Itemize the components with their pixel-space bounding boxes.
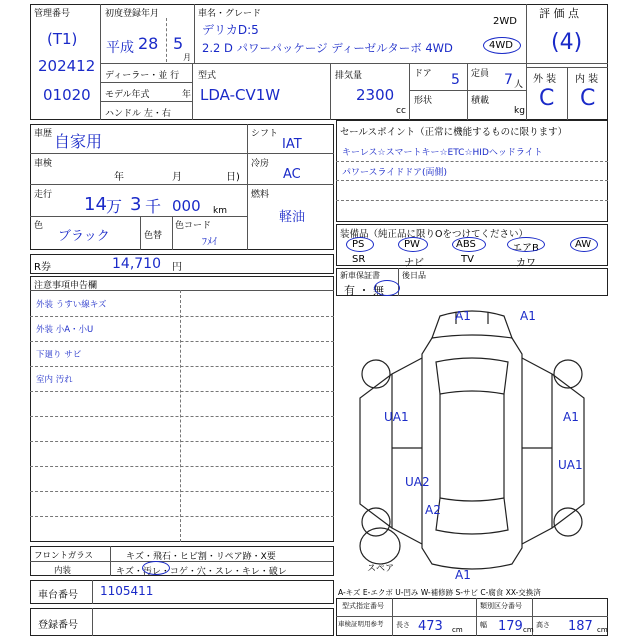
km-unit: km: [213, 206, 227, 216]
equip-aw: AW: [575, 239, 592, 250]
sen-unit: 千: [145, 197, 162, 216]
color-code: ﾌﾒｲ: [202, 237, 217, 248]
displacement: 2300: [356, 86, 395, 104]
type-label: 型式: [198, 71, 217, 81]
year-unit: 年: [182, 90, 192, 100]
front-glass-items: キズ・飛石・ヒビ割・リペア跡・X要: [126, 552, 276, 562]
length-value: 473: [418, 619, 443, 634]
airbag-circle: [507, 237, 545, 252]
damage-mark: A1: [455, 568, 471, 582]
front-glass-label: フロントガラス: [34, 551, 93, 561]
yen-unit: 円: [172, 262, 182, 273]
equip-navi: ナビ: [404, 258, 424, 269]
grade: 2.2 D パワーパッケージ ディーゼルターボ 4WD: [202, 41, 453, 55]
color-code-label: 色コード: [175, 221, 212, 231]
equip-tv: TV: [461, 254, 474, 265]
warranty-none-circle: [374, 280, 400, 296]
note-item: 外装 小A・小U: [36, 325, 94, 335]
person-unit: 人: [514, 80, 524, 90]
pw-circle: [398, 237, 428, 252]
int-grade: C: [580, 86, 596, 111]
reg-number-label: 登録番号: [38, 620, 78, 631]
damage-legend: A-キズ E-エクボ U-凹み W-補修跡 S-サビ C-腐食 XX-交換済: [338, 588, 541, 597]
mgmt-num1: 202412: [38, 57, 96, 75]
color-change-label: 色替: [144, 231, 163, 241]
mileage-sen: 3: [130, 194, 142, 215]
disp-label: 排気量: [335, 71, 363, 81]
ext-grade: C: [539, 86, 555, 111]
spec-number-label: 型式指定番号: [342, 602, 384, 610]
notes-label: 注意事項申告欄: [34, 281, 98, 291]
month-unit: 月: [183, 53, 191, 62]
damage-mark: A1: [563, 410, 579, 424]
damage-mark: UA1: [384, 410, 409, 424]
equip-airbag: エアB: [512, 243, 539, 254]
cc-unit: cc: [396, 106, 406, 116]
mgmt-label: 管理番号: [34, 9, 71, 19]
load-label: 積載: [471, 96, 490, 106]
equip-ps: PS: [352, 239, 365, 250]
mileage-man: 14: [84, 194, 107, 215]
aw-circle: [570, 237, 598, 252]
height-label: 高さ: [536, 621, 550, 629]
shift-label: シフト: [251, 129, 279, 139]
length-unit: cm: [452, 626, 463, 634]
drive-4wd: 4WD: [489, 40, 513, 51]
interior-items: キズ・汚レ・コゲ・穴・スレ・キレ・破レ: [116, 567, 287, 577]
score: (4): [551, 30, 583, 55]
drive-2wd: 2WD: [493, 16, 517, 27]
length-label: 長さ: [396, 621, 410, 629]
recycle-label: R券: [34, 262, 51, 273]
class-number-label: 類別区分番号: [480, 602, 522, 610]
width-unit: cm: [523, 626, 534, 634]
dealer-label: ディーラー・並 行: [105, 71, 180, 81]
fuel-label: 燃料: [251, 190, 270, 200]
kg-unit: kg: [514, 106, 525, 116]
chassis-label: 車台番号: [38, 590, 78, 601]
car-diagram: [336, 298, 608, 584]
chassis-number: 1105411: [100, 584, 154, 598]
interior-label: 内装: [54, 566, 72, 576]
equip-abs: ABS: [456, 239, 476, 250]
damage-mark: A1: [520, 309, 536, 323]
name-label: 車名・グレード: [198, 9, 262, 19]
door-label: ドア: [414, 69, 432, 79]
mileage-rest: 000: [172, 197, 201, 215]
abs-circle: [452, 237, 486, 252]
later-item-label: 後日品: [402, 271, 426, 280]
damage-mark: A1: [455, 309, 471, 323]
fuel-value: 軽油: [279, 210, 306, 225]
height-unit: cm: [597, 626, 608, 634]
note-item: 外装 うすい線キズ: [36, 300, 107, 310]
ac-label: 冷房: [251, 159, 270, 169]
era: 平成: [106, 40, 134, 56]
handle-label: ハンドル 左・右: [105, 109, 171, 119]
damage-mark: UA1: [558, 458, 583, 472]
reg-year: 28: [138, 34, 159, 53]
ac-value: AC: [283, 167, 301, 182]
equip-pw: PW: [404, 239, 420, 250]
car-name: デリカD:5: [202, 23, 259, 37]
sales-line1: キーレス☆スマートキー☆ETC☆HIDヘッドライト: [342, 148, 543, 158]
capacity: 7: [504, 72, 513, 88]
reg-month: 5: [173, 34, 184, 53]
damage-mark: UA2: [405, 475, 430, 489]
model-year-label: モデル年式: [105, 90, 150, 100]
width-label: 幅: [480, 621, 487, 629]
ps-circle: [346, 237, 374, 252]
shape-label: 形状: [414, 96, 433, 106]
recycle-row: [30, 254, 334, 274]
note-item: 室内 汚れ: [36, 375, 73, 385]
equip-sr: SR: [352, 254, 366, 265]
shift-value: IAT: [282, 137, 302, 152]
inspect-year: 年: [114, 172, 124, 183]
stain-circle: [142, 561, 170, 575]
mileage-label: 走行: [34, 190, 53, 200]
equip-leather: カワ: [516, 258, 536, 269]
sales-label: セールスポイント（正常に機能するものに限ります）: [340, 127, 568, 138]
inspect-label: 車検: [34, 159, 53, 169]
warranty-value: 有 ・ 無: [344, 284, 384, 297]
mgmt-num2: 01020: [43, 86, 91, 104]
int-label: 内 装: [575, 74, 599, 85]
sales-line2: パワースライドドア(両側): [342, 168, 448, 178]
recycle-value: 14,710: [112, 256, 161, 272]
man-unit: 万: [106, 197, 123, 216]
width-value: 179: [498, 619, 523, 634]
inspect-month: 月: [172, 172, 182, 183]
color-label: 色: [34, 221, 44, 231]
header-section: [30, 4, 608, 120]
use-value: 自家用: [54, 132, 103, 151]
damage-mark: A2: [425, 503, 441, 517]
equip-label: 装備品（純正品に限りOをつけてください）: [340, 229, 528, 240]
cap-label: 定員: [471, 69, 490, 79]
spare-label: スペア: [367, 564, 395, 574]
mgmt-code: (T1): [47, 30, 78, 48]
ext-label: 外 装: [533, 74, 557, 85]
note-item: 下廻り サビ: [36, 350, 82, 360]
doors: 5: [451, 72, 460, 88]
first-reg-label: 初度登録年月: [105, 9, 160, 19]
model-type: LDA-CV1W: [200, 86, 281, 104]
score-label: 評 価 点: [539, 7, 579, 20]
inspect-day: 日): [226, 172, 240, 183]
color-value: ブラック: [58, 229, 110, 244]
use-label: 車歴: [34, 129, 53, 139]
warranty-label: 新車保証書: [340, 271, 380, 280]
cert-label: 車検証明用参考: [338, 620, 384, 628]
height-value: 187: [568, 619, 593, 634]
